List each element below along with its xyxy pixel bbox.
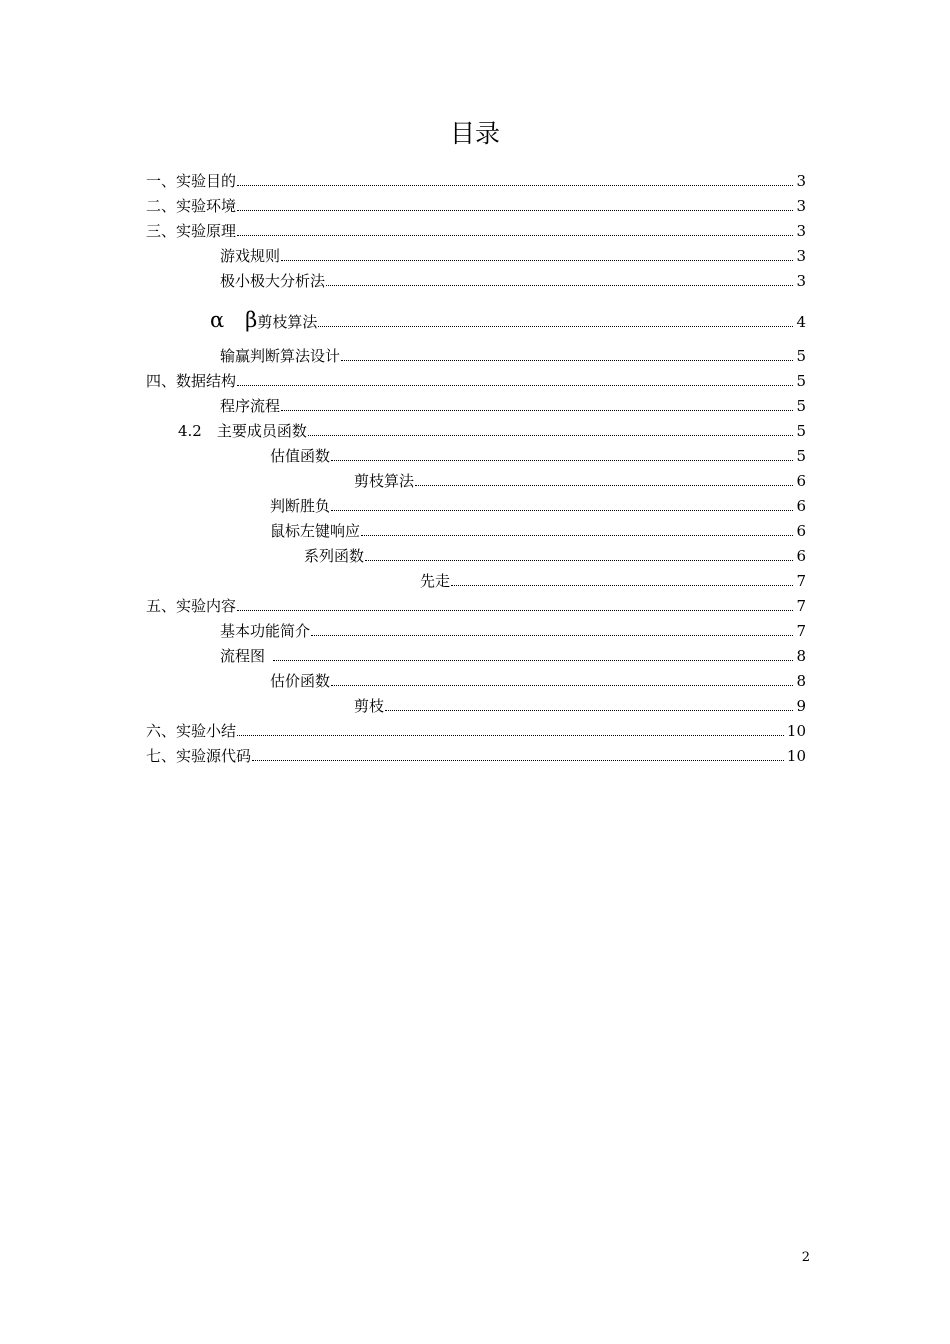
toc-entry-page: 3 bbox=[796, 272, 806, 290]
dot-leader bbox=[326, 284, 793, 286]
toc-entry-label: 先走 bbox=[420, 572, 451, 590]
toc-entry-label: 系列函数 bbox=[304, 547, 365, 565]
greek-symbols: α β bbox=[210, 308, 258, 332]
toc-entry-page: 10 bbox=[786, 722, 806, 740]
dot-leader bbox=[273, 659, 793, 661]
dot-leader bbox=[237, 384, 793, 386]
toc-entry[interactable] bbox=[146, 718, 806, 740]
page-number: 2 bbox=[801, 1250, 810, 1265]
toc-entry[interactable] bbox=[146, 743, 806, 765]
toc-entry[interactable] bbox=[146, 593, 806, 615]
toc-entry-label: 一、实验目的 bbox=[146, 172, 237, 190]
toc-entry-label: 二、实验环境 bbox=[146, 197, 237, 215]
toc-entry[interactable] bbox=[354, 468, 806, 490]
toc-entry-page: 5 bbox=[796, 347, 806, 365]
dot-leader bbox=[415, 484, 793, 486]
toc-entry-page: 3 bbox=[796, 197, 806, 215]
toc-entry[interactable] bbox=[270, 518, 806, 540]
toc-entry-label: 估价函数 bbox=[270, 672, 331, 690]
toc-entry-page: 9 bbox=[796, 697, 806, 715]
toc-entry-label: 输赢判断算法设计 bbox=[220, 347, 341, 365]
toc-entry-page: 8 bbox=[796, 672, 806, 690]
dot-leader bbox=[365, 559, 793, 561]
dot-leader bbox=[331, 684, 793, 686]
toc-entry-label: 五、实验内容 bbox=[146, 597, 237, 615]
toc-entry-page: 7 bbox=[796, 622, 806, 640]
toc-entry[interactable] bbox=[220, 268, 806, 290]
dot-leader bbox=[311, 634, 793, 636]
toc-entry[interactable] bbox=[146, 193, 806, 215]
toc-entry-label: 剪枝 bbox=[354, 697, 385, 715]
toc-entry[interactable] bbox=[220, 243, 806, 265]
dot-leader bbox=[451, 584, 793, 586]
toc-entry-label: 四、数据结构 bbox=[146, 372, 237, 390]
toc-entry[interactable] bbox=[304, 543, 806, 565]
toc-entry-label: 4.2 主要成员函数 bbox=[178, 422, 307, 440]
toc-entry-page: 8 bbox=[796, 647, 806, 665]
toc-entry[interactable] bbox=[220, 343, 806, 365]
toc-entry[interactable] bbox=[178, 418, 806, 440]
toc-entry-page: 3 bbox=[796, 247, 806, 265]
toc-entry[interactable] bbox=[270, 668, 806, 690]
toc-entry-label: 七、实验源代码 bbox=[146, 747, 252, 765]
dot-leader bbox=[237, 234, 793, 236]
toc-entry-label: 剪枝算法 bbox=[257, 313, 318, 331]
toc-entry-page: 4 bbox=[796, 313, 806, 331]
dot-leader bbox=[361, 534, 793, 536]
toc-entry-label: 基本功能简介 bbox=[220, 622, 311, 640]
toc-entry[interactable] bbox=[420, 568, 806, 590]
toc-entry-label: 极小极大分析法 bbox=[220, 272, 326, 290]
toc-entry[interactable] bbox=[210, 305, 806, 331]
toc-entry[interactable] bbox=[146, 218, 806, 240]
dot-leader bbox=[237, 734, 784, 736]
toc-entry-page: 6 bbox=[796, 547, 806, 565]
dot-leader bbox=[252, 759, 784, 761]
toc-entry-page: 3 bbox=[796, 222, 806, 240]
toc-entry[interactable] bbox=[220, 618, 806, 640]
toc-entry-page: 6 bbox=[796, 522, 806, 540]
toc-entry-page: 5 bbox=[796, 447, 806, 465]
toc-entry-page: 7 bbox=[796, 572, 806, 590]
dot-leader bbox=[281, 409, 793, 411]
toc-entry-label: 鼠标左键响应 bbox=[270, 522, 361, 540]
dot-leader bbox=[318, 325, 793, 327]
toc-title: 目录 bbox=[449, 119, 500, 148]
toc-entry-label: 估值函数 bbox=[270, 447, 331, 465]
toc-entry-page: 5 bbox=[796, 397, 806, 415]
dot-leader bbox=[281, 259, 793, 261]
toc-entry-label: 判断胜负 bbox=[270, 497, 331, 515]
toc-entry-label: 游戏规则 bbox=[220, 247, 281, 265]
toc-entry-page: 5 bbox=[796, 372, 806, 390]
dot-leader bbox=[237, 609, 793, 611]
toc-entry[interactable] bbox=[146, 168, 806, 190]
dot-leader bbox=[237, 184, 793, 186]
toc-entry-page: 3 bbox=[796, 172, 806, 190]
toc-entry-page: 10 bbox=[786, 747, 806, 765]
toc-entry-page: 5 bbox=[796, 422, 806, 440]
toc-entry-page: 7 bbox=[796, 597, 806, 615]
toc-entry[interactable] bbox=[354, 693, 806, 715]
dot-leader bbox=[385, 709, 793, 711]
toc-entry[interactable] bbox=[270, 493, 806, 515]
toc-entry[interactable] bbox=[220, 393, 806, 415]
dot-leader bbox=[331, 459, 793, 461]
dot-leader bbox=[341, 359, 793, 361]
toc-entry-label: 剪枝算法 bbox=[354, 472, 415, 490]
dot-leader bbox=[237, 209, 793, 211]
toc-entry-label: 流程图 bbox=[220, 647, 266, 665]
toc-entry[interactable] bbox=[146, 368, 806, 390]
toc-entry-page: 6 bbox=[796, 472, 806, 490]
toc-entry[interactable] bbox=[220, 643, 806, 665]
toc-entry-label: 三、实验原理 bbox=[146, 222, 237, 240]
toc-entry-label: 程序流程 bbox=[220, 397, 281, 415]
dot-leader bbox=[331, 509, 793, 511]
dot-leader bbox=[308, 434, 794, 436]
toc-entry-page: 6 bbox=[796, 497, 806, 515]
toc-entry[interactable] bbox=[270, 443, 806, 465]
toc-entry-label: 六、实验小结 bbox=[146, 722, 237, 740]
